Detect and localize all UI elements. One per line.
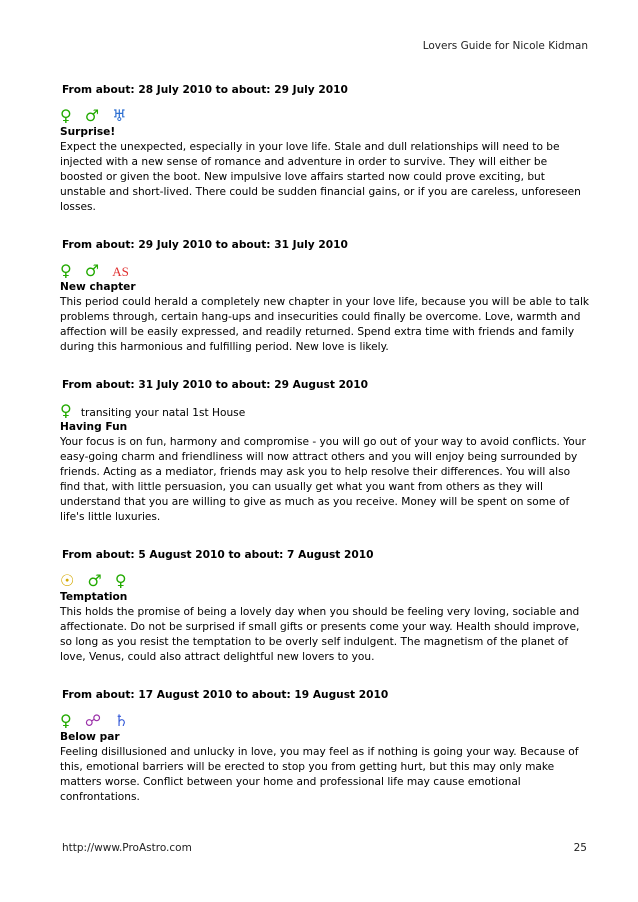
- entry-heading: New chapter: [60, 281, 136, 293]
- aspect-symbols: [60, 261, 590, 280]
- entry-text: This period could herald a completely new chapter in your love life, because you will be able to talk problems through, certain hang-ups and insecurities could finally be overcome. Love, warmth and affection will be easily expressed, and readily returned. Spend extra time with friends and family during this harmonious and fulfilling period. New love is likely.: [60, 296, 590, 353]
- entry-heading: Temptation: [60, 591, 128, 603]
- sun-icon: ☉: [60, 571, 75, 590]
- footer-url: http://www.ProAstro.com: [62, 842, 192, 854]
- entry-text: This holds the promise of being a lovely day when you should be feeling very loving, sociable and affectionate. Do not be surprised if small gifts or presents come your way. Health should improve, so long as you resist the temptation to be overly self indulgent. The magnetism of the planet of love, Venus, could also attract delightful new lovers to you.: [60, 606, 580, 663]
- entry-text: Feeling disillusioned and unlucky in love, you may feel as if nothing is going your way. Because of this, emotional barriers will be erected to stop you from getting hurt, but this may only make matters worse. Conflict between your home and professional life may cause emotional confrontations.: [60, 746, 579, 803]
- entry-heading: Surprise!: [60, 126, 116, 138]
- venus-icon: ♀: [60, 401, 72, 420]
- ascendant-icon: AS: [112, 264, 129, 279]
- aspect-symbols: [60, 401, 590, 420]
- entry-2: [60, 237, 590, 355]
- entry-1: [60, 82, 590, 215]
- period-title: From about: 28 July 2010 to about: 29 July 2010: [62, 84, 348, 96]
- venus-icon: ♀: [60, 261, 72, 280]
- mars-icon: ♂: [84, 261, 100, 280]
- period-title: From about: 17 August 2010 to about: 19 August 2010: [62, 689, 389, 701]
- aspect-symbols: [60, 711, 590, 730]
- entry-text: Expect the unexpected, especially in your love life. Stale and dull relationships will need to be injected with a new sense of romance and adventure in order to survive. They will either be boosted or given the boot. New impulsive love affairs started now could prove exciting, but unstable and short-lived. There could be sudden financial gains, or if you are careless, unforeseen losses.: [60, 141, 581, 213]
- house-text: transiting your natal 1st House: [80, 407, 246, 419]
- entry-heading: Having Fun: [60, 421, 128, 433]
- entry-3: [60, 377, 590, 525]
- period-title: From about: 31 July 2010 to about: 29 August 2010: [62, 379, 369, 391]
- entry-heading: Below par: [60, 731, 120, 743]
- opposition-icon: ☍: [84, 711, 102, 730]
- venus-icon: ♀: [60, 106, 72, 125]
- period-title: From about: 5 August 2010 to about: 7 August 2010: [62, 549, 374, 561]
- entry-5: [60, 687, 590, 805]
- saturn-icon: ♄: [114, 711, 129, 730]
- entry-text: Your focus is on fun, harmony and compromise - you will go out of your way to avoid conflicts. Your easy-going charm and friendliness will now attract others and you will enjoy being surrounded by friends. Acting as a mediator, friends may ask you to help resolve their differences. You will also find that, with little persuasion, you can usually get what you want from others as they will understand that you are willing to give as much as you receive. Money will be spent on some of life's little luxuries.: [60, 436, 586, 523]
- page-number: 25: [573, 842, 587, 854]
- period-title: From about: 29 July 2010 to about: 31 July 2010: [62, 239, 348, 251]
- mars-icon: ♂: [84, 106, 100, 125]
- venus-icon: ♀: [114, 571, 127, 590]
- aspect-symbols: [60, 571, 590, 590]
- aspect-symbols: [60, 106, 590, 125]
- mars-icon: ♂: [87, 571, 102, 590]
- content: [60, 82, 590, 827]
- venus-icon: ♀: [60, 711, 72, 730]
- entry-4: [60, 547, 590, 665]
- page-header: Lovers Guide for Nicole Kidman: [422, 40, 588, 52]
- uranus-icon: ♅: [112, 106, 127, 125]
